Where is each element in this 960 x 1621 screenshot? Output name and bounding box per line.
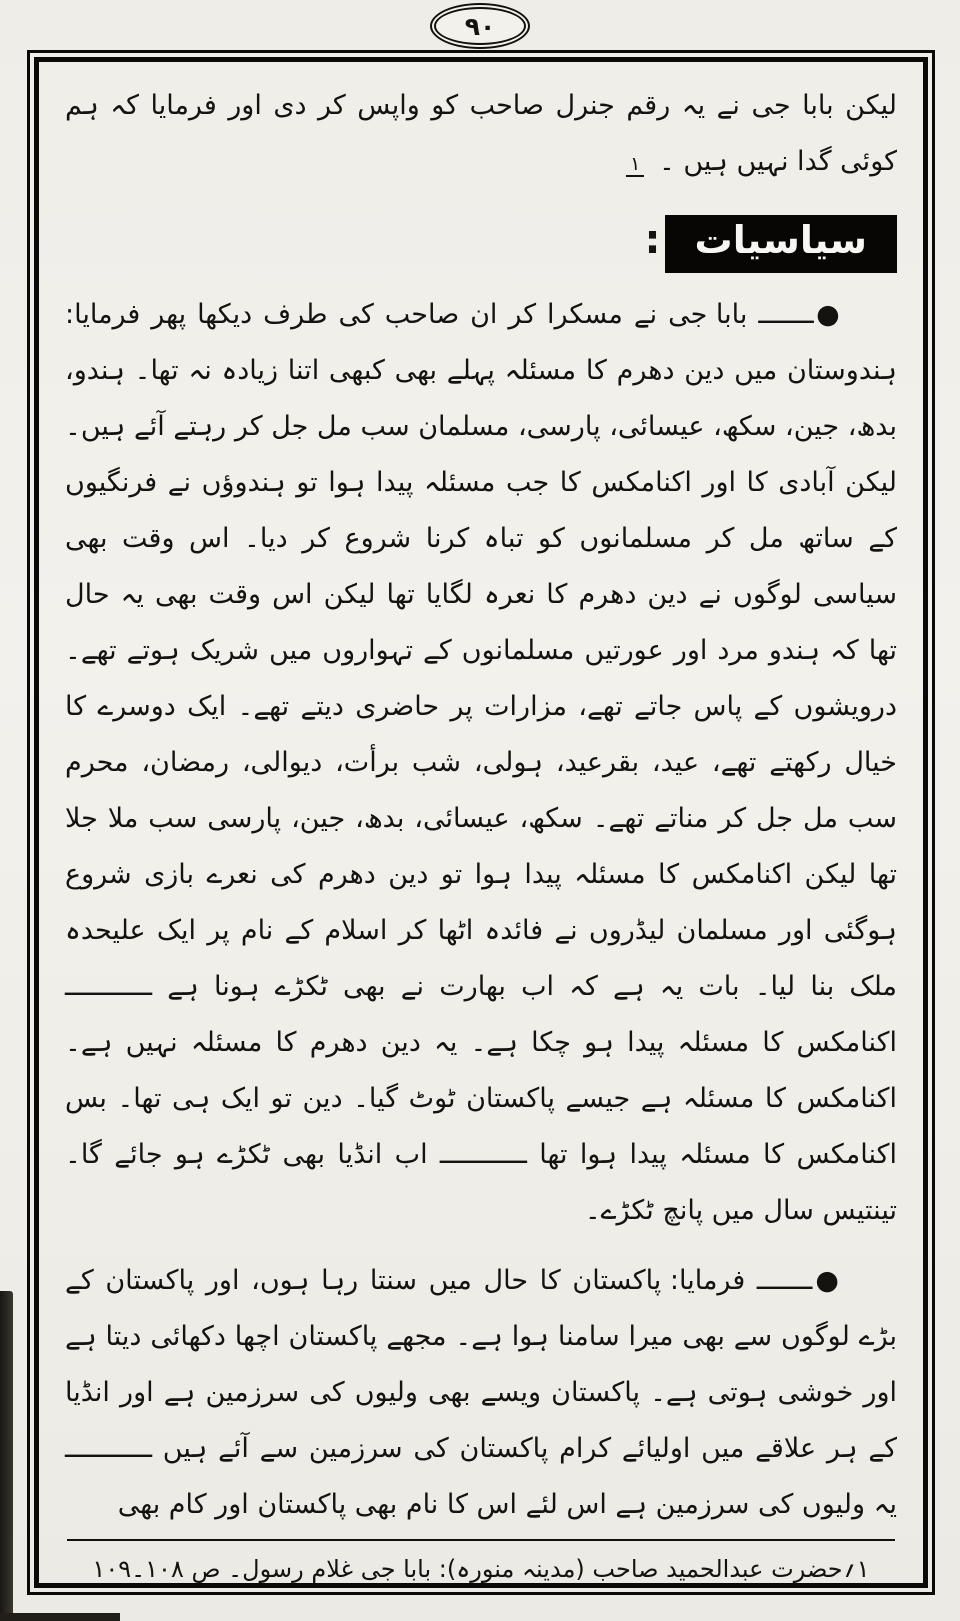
section-heading-row xyxy=(65,212,897,273)
page-number: ۹۰ xyxy=(434,7,526,45)
scan-edge-artifact xyxy=(0,1291,13,1621)
footnote-divider xyxy=(67,1539,895,1541)
intro-text: لیکن بابا جی نے یہ رقم جنرل صاحب کو واپس کر دی اور فرمایا کہ ہم کوئی گدا نہیں ہیں ۔ xyxy=(65,90,897,177)
bullet-paragraph-1 xyxy=(65,287,897,1239)
paragraph-text: بابا جی نے مسکرا کر ان صاحب کی طرف دیکھا پھر فرمایا: ہندوستان میں دین دھرم کا مسئلہ پہلے بھی کبھی اتنا زیادہ نہ تھا۔ ہندو، بدھ، جین، سکھ، عیسائی، پارسی، مسلمان سب مل جل کر رہتے آئے ہیں۔ لیکن آبادی کا اور اکنامکس کا جب مسئلہ پیدا ہوا تو ہندوؤں نے فرنگیوں کے ساتھ مل کر مسلمانوں کو تباہ کرنا شروع کر دیا۔ اس وقت بھی سیاسی لوگوں نے دین دھرم کا نعرہ لگایا تھا لیکن اس وقت بھی یہ حال تھا کہ ہندو مرد اور عورتیں مسلمانوں کے تہواروں میں شریک ہوتے تھے۔ درویشوں کے پاس جاتے تھے، مزارات پر حاضری دیتے تھے۔ ایک دوسرے کا خیال رکھتے تھے، عید، بقرعید، ہولی، شب برأت، دیوالی، رمضان، محرم سب مل جل کر مناتے تھے۔ سکھ، عیسائی، بدھ، جین، پارسی سب ملا جلا تھا لیکن اکنامکس کا مسئلہ پیدا ہوا تو دین دھرم کی نعرے بازی شروع ہوگئی اور مسلمان لیڈروں نے فائدہ اٹھا کر اسلام کے نام پر ایک علیحدہ ملک بنا لیا۔ بات یہ ہے کہ اب بھارت نے بھی ٹکڑے ہونا ہے ـــــــــــ اکنامکس کا مسئلہ پیدا ہو چکا ہے۔ یہ دین دھرم کا مسئلہ نہیں ہے۔ اکنامکس کا مسئلہ ہے جیسے پاکستان ٹوٹ گیا۔ دین تو ایک ہی تھا۔ بس اکنامکس کا مسئلہ پیدا ہوا تھا ـــــــــــ اب انڈیا بھی ٹکڑے ہو جائے گا۔ تینتیس سال میں پانچ ٹکڑے۔ xyxy=(65,299,897,1226)
section-heading: سیاسیات xyxy=(665,215,897,273)
page-body xyxy=(65,76,897,1533)
page-number-wrap xyxy=(0,3,960,49)
scan-bottom-artifact xyxy=(0,1613,120,1621)
paragraph-text: فرمایا: پاکستان کا حال میں سنتا رہا ہوں، اور پاکستان کے بڑے لوگوں سے بھی میرا سامنا ہوا ہے۔ مجھے پاکستان اچھا دکھائی دیتا ہے اور خوشی ہوتی ہے۔ پاکستان ویسے بھی ولیوں کی سرزمین ہے اور انڈیا کے ہر علاقے میں اولیائے کرام پاکستان کی سرزمین سے آئے ہیں ـــــــــــ یہ ولیوں کی سرزمین ہے اس لئے اس کا نام بھی پاکستان اور کام بھی xyxy=(65,1265,897,1520)
footnote-text: ۱؍حضرت عبدالحمید صاحب (مدینہ منورہ): بابا جی غلام رسول۔ ص ۱۰۸۔۱۰۹ xyxy=(92,1555,870,1583)
bullet-icon: ●ـــــــ xyxy=(758,299,842,330)
footnote-marker: ۱ xyxy=(626,153,644,177)
intro-paragraph xyxy=(65,78,897,192)
page-border-outer xyxy=(27,50,935,1595)
page-border-inner xyxy=(34,57,928,1588)
footnote-block xyxy=(65,1533,897,1588)
page-number-badge xyxy=(430,3,530,49)
bullet-icon: ●ـــــــ xyxy=(756,1265,842,1296)
section-heading-colon: : xyxy=(644,217,661,263)
bullet-paragraph-2 xyxy=(65,1253,897,1533)
